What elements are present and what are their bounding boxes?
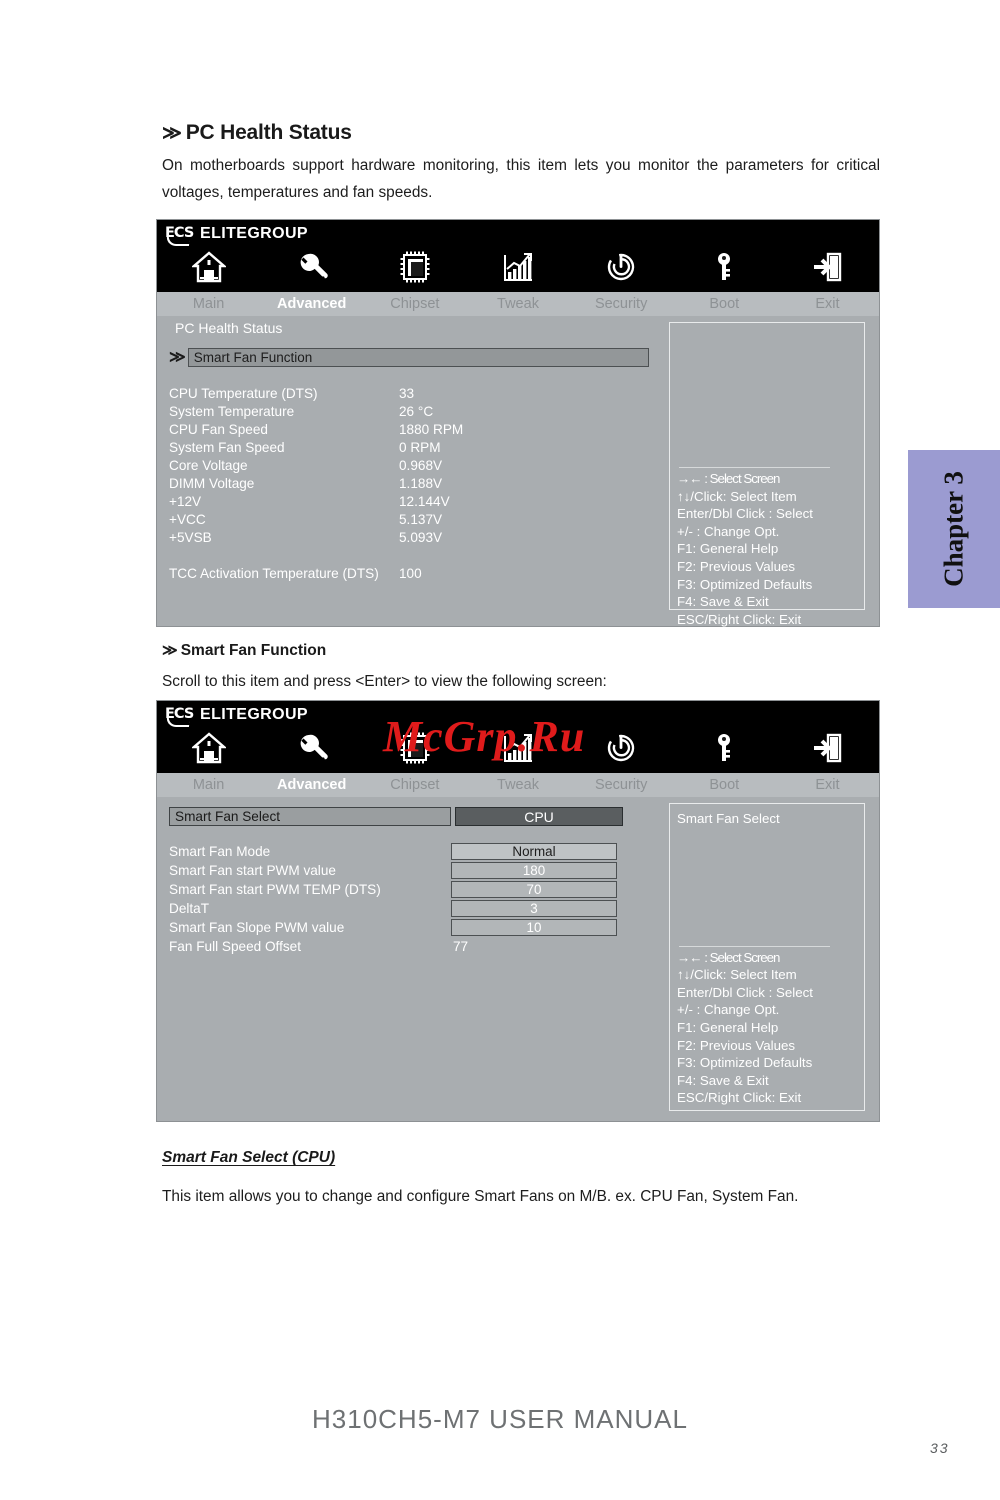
- reading-label: CPU Temperature (DTS): [169, 386, 318, 401]
- wrench-icon[interactable]: [260, 725, 363, 771]
- reading-value: 33: [399, 386, 415, 401]
- reading-value: 5.137V: [399, 512, 443, 527]
- tab-main[interactable]: Main: [192, 296, 225, 312]
- key-icon[interactable]: [673, 244, 776, 290]
- help-key-line: F4: Save & Exit: [677, 1072, 769, 1088]
- menu-item-label: Smart Fan Function: [188, 348, 649, 367]
- subsection-heading-text: Smart Fan Function: [180, 642, 327, 659]
- reading-value: 1.188V: [399, 476, 443, 491]
- smart-fan-options-list: [169, 842, 629, 955]
- tab-chipset[interactable]: Chipset: [390, 777, 440, 793]
- chip-icon[interactable]: [363, 725, 466, 771]
- brand-name: ELITEGROUP: [200, 706, 309, 723]
- option-row-fan-full-speed-offset[interactable]: [169, 937, 629, 955]
- item-heading: Smart Fan Select (CPU): [162, 1149, 336, 1166]
- reading-row: [169, 511, 649, 529]
- option-row-slope-pwm-value[interactable]: [169, 918, 629, 936]
- help-key-line: F2: Previous Values: [677, 1037, 796, 1053]
- help-key-line: F2: Previous Values: [677, 558, 796, 574]
- bios-body: [157, 316, 879, 628]
- help-divider: [679, 946, 830, 947]
- chapter-tab-label: Chapter 3: [938, 471, 969, 587]
- row-spacer: [169, 547, 649, 565]
- tab-security[interactable]: Security: [594, 777, 648, 793]
- option-row-delta-t[interactable]: [169, 899, 629, 917]
- option-value[interactable]: 70: [451, 881, 617, 898]
- help-key-line: F3: Optimized Defaults: [677, 1055, 813, 1071]
- bios-tab-bar: [157, 292, 879, 316]
- chevron-icon: ≫: [162, 123, 182, 144]
- reading-value: 1880 RPM: [399, 422, 464, 437]
- reading-row: [169, 439, 649, 457]
- option-row-start-pwm-value[interactable]: [169, 861, 629, 879]
- tab-tweak[interactable]: Tweak: [497, 296, 539, 312]
- bios-content-left: [169, 797, 629, 956]
- option-value[interactable]: 10: [451, 919, 617, 936]
- bios-header: [157, 701, 879, 773]
- reading-label: +5VSB: [169, 530, 212, 545]
- exit-icon[interactable]: [776, 244, 879, 290]
- ecs-elitegroup-logo: [165, 224, 308, 244]
- help-key-line: F1: General Help: [677, 1019, 779, 1035]
- tab-advanced[interactable]: Advanced: [277, 296, 347, 312]
- reading-value: 100: [399, 566, 422, 581]
- help-panel-title: Smart Fan Select: [677, 811, 780, 826]
- chevron-right-icon: ≫: [169, 348, 186, 366]
- page-title-text: PC Health Status: [185, 121, 352, 144]
- tab-security[interactable]: Security: [594, 296, 648, 312]
- reading-row-tcc: [169, 565, 649, 583]
- smart-fan-select-row[interactable]: [169, 807, 629, 826]
- option-row-start-pwm-temp[interactable]: [169, 880, 629, 898]
- home-icon[interactable]: [157, 725, 260, 771]
- smart-fan-select-label: Smart Fan Select: [169, 807, 451, 826]
- chip-icon[interactable]: [363, 244, 466, 290]
- reading-label: TCC Activation Temperature (DTS): [169, 566, 379, 581]
- option-label: Smart Fan start PWM TEMP (DTS): [169, 881, 381, 897]
- reading-label: CPU Fan Speed: [169, 422, 268, 437]
- key-icon[interactable]: [673, 725, 776, 771]
- reading-value: 0.968V: [399, 458, 443, 473]
- reading-value: 12.144V: [399, 494, 450, 509]
- reading-value: 5.093V: [399, 530, 443, 545]
- help-key-line: Enter/Dbl Click : Select: [677, 506, 813, 522]
- reading-row: [169, 403, 649, 421]
- bios-icon-row: [157, 244, 879, 290]
- help-key-line: ESC/Right Click: Exit: [677, 611, 802, 627]
- reading-value: 0 RPM: [399, 440, 441, 455]
- reading-row: [169, 493, 649, 511]
- help-key-line: ESC/Right Click: Exit: [677, 1090, 802, 1106]
- chevron-icon: ≫: [162, 642, 178, 659]
- intro-paragraph: On motherboards support hardware monitoring, this item lets you monitor the parameters for critical voltages, temperatures and fan speeds.: [162, 157, 880, 201]
- ecs-elitegroup-logo: [165, 705, 308, 725]
- bios-page-title: PC Health Status: [175, 320, 283, 336]
- bios-screenshot-smart-fan: [156, 700, 880, 1122]
- ecs-logo-mark: ECS: [165, 226, 195, 242]
- wrench-icon[interactable]: [260, 244, 363, 290]
- reading-label: +12V: [169, 494, 202, 509]
- chapter-tab: [908, 450, 1000, 608]
- help-panel-title: [677, 329, 857, 343]
- tab-tweak[interactable]: Tweak: [497, 777, 539, 793]
- bios-body: [157, 797, 879, 1123]
- help-key-line: +/- : Change Opt.: [677, 523, 780, 539]
- option-label: Smart Fan start PWM value: [169, 862, 336, 878]
- chart-icon[interactable]: [466, 244, 569, 290]
- chart-icon[interactable]: [466, 725, 569, 771]
- help-panel: [669, 322, 865, 627]
- help-divider: [679, 467, 830, 468]
- option-label: Smart Fan Mode: [169, 843, 271, 859]
- bios-tab-bar: [157, 773, 879, 797]
- ecs-logo-mark: ECS: [165, 707, 195, 723]
- option-label: Fan Full Speed Offset: [169, 938, 301, 954]
- reading-value: 26 °C: [399, 404, 434, 419]
- reading-label: Core Voltage: [169, 458, 248, 473]
- exit-icon[interactable]: [776, 725, 879, 771]
- tab-main[interactable]: Main: [192, 777, 225, 793]
- bios-header: [157, 220, 879, 292]
- reading-row: [169, 385, 649, 403]
- tab-advanced[interactable]: Advanced: [277, 777, 347, 793]
- option-value[interactable]: Normal: [451, 843, 617, 860]
- bios-screenshot-pc-health: [156, 219, 880, 627]
- subsection-paragraph: Scroll to this item and press <Enter> to view the following screen:: [162, 673, 607, 690]
- help-key-line: →← : Select Screen: [677, 471, 780, 486]
- option-label: DeltaT: [169, 900, 210, 916]
- reading-label: System Temperature: [169, 404, 295, 419]
- reading-label: +VCC: [169, 512, 206, 527]
- power-icon[interactable]: [570, 244, 673, 290]
- menu-item-smart-fan-function[interactable]: [169, 348, 649, 367]
- option-label: Smart Fan Slope PWM value: [169, 919, 345, 935]
- reading-row: [169, 475, 649, 493]
- watermark: McGrp.Ru: [383, 712, 586, 761]
- tab-boot[interactable]: Boot: [709, 777, 740, 793]
- option-value[interactable]: 3: [451, 900, 617, 917]
- reading-row: [169, 457, 649, 475]
- health-readings-list: [169, 385, 649, 583]
- help-key-line: F3: Optimized Defaults: [677, 576, 813, 592]
- help-key-line: Enter/Dbl Click : Select: [677, 984, 813, 1000]
- help-panel: [669, 803, 865, 1111]
- help-key-line: ↑↓/Click: Select Item: [677, 967, 797, 983]
- page-title: [162, 121, 352, 145]
- bios-content-left: [169, 316, 649, 583]
- help-key-line: ↑↓/Click: Select Item: [677, 488, 797, 504]
- tab-boot[interactable]: Boot: [709, 296, 740, 312]
- reading-row: [169, 421, 649, 439]
- tab-exit[interactable]: Exit: [815, 296, 840, 312]
- tab-exit[interactable]: Exit: [815, 777, 840, 793]
- help-key-line: →← : Select Screen: [677, 949, 780, 965]
- reading-label: System Fan Speed: [169, 440, 285, 455]
- page-number: 33: [930, 1440, 950, 1456]
- footer-title: H310CH5-M7 USER MANUAL: [312, 1404, 688, 1434]
- reading-row: [169, 529, 649, 547]
- power-icon[interactable]: [570, 725, 673, 771]
- smart-fan-select-value[interactable]: CPU: [455, 807, 623, 826]
- bios-icon-row: [157, 725, 879, 771]
- tab-chipset[interactable]: Chipset: [390, 296, 440, 312]
- brand-name: ELITEGROUP: [200, 225, 309, 242]
- reading-label: DIMM Voltage: [169, 476, 255, 491]
- option-row-smart-fan-mode[interactable]: [169, 842, 629, 860]
- help-key-line: +/- : Change Opt.: [677, 1002, 780, 1018]
- help-key-line: F4: Save & Exit: [677, 594, 769, 610]
- help-key-line: F1: General Help: [677, 541, 779, 557]
- subsection-heading: [162, 641, 326, 660]
- option-value[interactable]: 180: [451, 862, 617, 879]
- option-value: 77: [453, 938, 469, 954]
- home-icon[interactable]: [157, 244, 260, 290]
- item-paragraph: This item allows you to change and configure Smart Fans on M/B. ex. CPU Fan, System Fan.: [162, 1188, 799, 1205]
